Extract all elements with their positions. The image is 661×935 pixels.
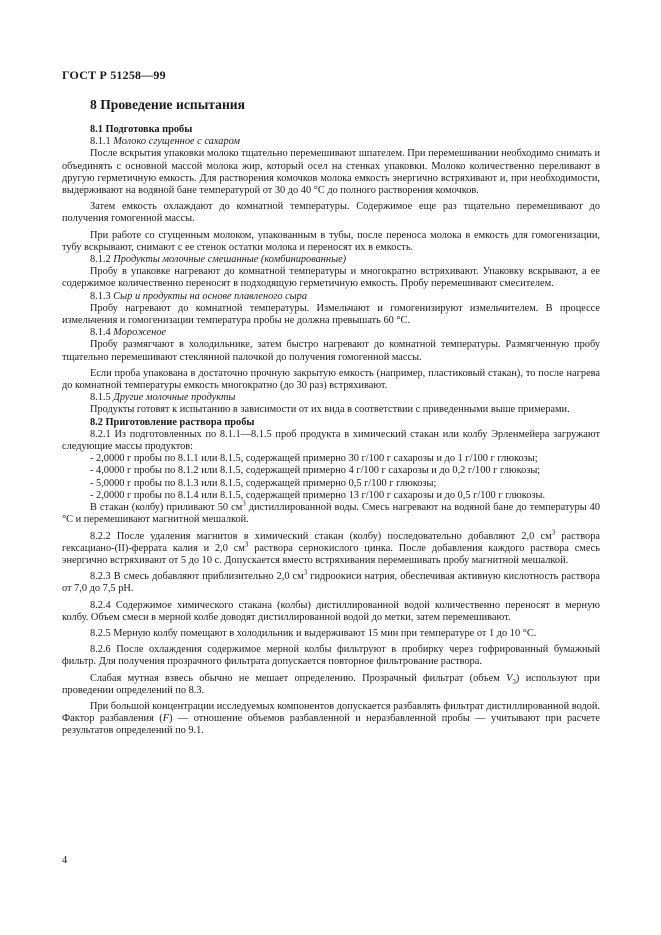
clause-number: 8.1.2 bbox=[90, 254, 111, 266]
superscript: 3 bbox=[551, 528, 556, 537]
paragraph: Продукты готовят к испытанию в зависимости от их вида в соответствии с приведенными выше примерами. bbox=[90, 404, 570, 416]
text-run: гидроокиси натрия, обеспечивая активную кислотность раствора от 7,0 до 7,5 рН. bbox=[62, 571, 600, 595]
list-item: - 2,0000 г пробы по 8.1.1 или 8.1.5, содержащей примерно 30 г/100 г сахарозы и до 1 г/100 г глюкозы; bbox=[90, 453, 538, 465]
clause-heading: Другие молочные продукты bbox=[113, 392, 236, 404]
paragraph: Затем емкость охлаждают до комнатной температуры. Содержимое еще раз тщательно перемешивают до получения гомогенной массы. bbox=[62, 201, 600, 225]
superscript: 3 bbox=[242, 499, 246, 508]
text-run: Слабая мутная взвесь обычно не мешает определению. Прозрачный фильтрат (объем bbox=[90, 672, 507, 684]
paragraph: Пробу в упаковке нагревают до комнатной температуры и многократно встряхивают. Упаковку вскрывают, а ее содержимое количественно переносят в подходящую герметичную емкость. Пробу перемешивают смесителем. bbox=[62, 266, 600, 290]
section-title: 8 Проведение испытания bbox=[90, 97, 245, 112]
text-run: В стакан (колбу) приливают 50 см bbox=[90, 502, 243, 514]
clause-heading: Сыр и продукты на основе плавленого сыра bbox=[113, 290, 308, 302]
text-run: При большой концентрации исследуемых компонентов допускается разбавлять фильтрат дистиллированной водой. Фактор разбавления ( bbox=[62, 700, 600, 725]
clause-title-8-1-2 bbox=[62, 254, 600, 266]
clause-number: 8.1.4 bbox=[90, 327, 111, 339]
list-item: - 2,0000 г пробы по 8.1.4 или 8.1.5, содержащей примерно 13 г/100 г сахарозы и до 0,5 г/100 г глюкозы. bbox=[90, 489, 546, 501]
page-number: 4 bbox=[62, 855, 68, 866]
superscript: 3 bbox=[303, 568, 308, 577]
clause-title-8-1-1 bbox=[62, 136, 600, 148]
paragraph: После вскрытия упаковки молоко тщательно перемешивают шпателем. При перемешивании необходимо снимать и объединять с основной массой молока жир, который осел на стенках упаковки. Молоко количественно переливают в другую герметичную емкость. Для растворения комочков молока емкость энергично встряхивают и, при необходимости, выдерживают на водяной бане температурой от 30 до 40 °С до полного растворения комочков. bbox=[62, 148, 600, 197]
paragraph: При работе со сгущенным молоком, упакованным в тубы, после переноса молока в емкость для гомогенизации, тубу вскрывают, снимают с ее стенок остатки молока и переносят их в емкость. bbox=[62, 229, 600, 253]
variable: V bbox=[506, 672, 513, 684]
paragraph: 8.2.6 После охлаждения содержимое мерной колбы фильтруют в пробирку через гофрированный бумажный фильтр. Для получения прозрачного фильтрата допускается повторное фильтрование раствора. bbox=[62, 644, 600, 668]
clause-title-8-1-5 bbox=[62, 392, 600, 404]
list-item: - 5,0000 г пробы по 8.1.3 или 8.1.5, содержащей примерно 0,5 г/100 г глюкозы; bbox=[90, 477, 437, 489]
clause-heading: Молоко сгущенное с сахаром bbox=[113, 136, 241, 148]
text-run: 8.2.2 После удаления магнитов в химический стакан (колбу) последовательно добавляют 2,0 см bbox=[90, 530, 552, 542]
superscript: 3 bbox=[244, 540, 249, 549]
text-run: ) используют при проведении определений по 8.3. bbox=[62, 672, 600, 696]
text-run: дистиллированной воды. Смесь нагревают на водяной бане до температуры 40 °С и перемешивают магнитной мешалкой. bbox=[62, 502, 600, 526]
clause-number: 8.1.1 bbox=[90, 136, 111, 148]
paragraph: 8.2.4 Содержимое химического стакана (колбы) дистиллированной водой количественно переносят в мерную колбу. Объем смеси в мерной колбе доводят дистиллированной водой до метки, затем перемешивают. bbox=[62, 599, 600, 623]
subscript: 3 bbox=[512, 677, 516, 686]
clause-title-8-1-3 bbox=[62, 291, 600, 303]
variable: F bbox=[162, 713, 170, 725]
clause-heading: Продукты молочные смешанные (комбинированные) bbox=[113, 254, 347, 266]
clause-title-8-1-4 bbox=[62, 327, 600, 339]
text-run: 8.2.3 В смесь добавляют приблизительно 2,0 см bbox=[90, 571, 304, 583]
paragraph: Если проба упакована в достаточно прочную закрытую емкость (например, пластиковый стакан), то после нагрева до комнатной температуры емкость многократно (до 30 раз) встряхивают. bbox=[62, 367, 600, 392]
document-body bbox=[62, 97, 600, 738]
text-run: раствора сернокислого цинка. После добавления каждого раствора смесь энергично встряхивают от 5 до 10 с. Допускается вместо встряхивания перемешивать пробу магнитной мешалкой. bbox=[62, 542, 600, 566]
paragraph bbox=[62, 568, 600, 595]
subsection-title-8-1: 8.1 Подготовка пробы bbox=[90, 124, 193, 135]
subsection-title-8-2: 8.2 Приготовление раствора пробы bbox=[90, 416, 255, 428]
list-item: - 4,0000 г пробы по 8.1.2 или 8.1.5, содержащей примерно 4 г/100 г сахарозы и до 0,2 г/100 г глюкозы; bbox=[90, 465, 541, 477]
paragraph: 8.2.5 Мерную колбу помещают в холодильник и выдерживают 15 мин при температуре от 1 до 10 °С. bbox=[90, 627, 537, 639]
paragraph bbox=[62, 701, 600, 738]
standard-code: ГОСТ Р 51258—99 bbox=[62, 68, 166, 82]
paragraph: Пробу нагревают до комнатной температуры. Измельчают и гомогенизируют измельчителем. В процессе измельчения и гомогенизации температура пробы не должна превышать 60 °С. bbox=[62, 302, 600, 327]
paragraph bbox=[62, 673, 600, 697]
paragraph: 8.2.1 Из подготовленных по 8.1.1—8.1.5 проб продукта в химический стакан или колбу Эрленмейера загружают следующие массы продуктов: bbox=[62, 428, 600, 453]
text-run: раствора гексациано-(II)-феррата калия и 2,0 см bbox=[62, 530, 600, 554]
clause-heading: Мороженое bbox=[113, 327, 166, 339]
clause-number: 8.1.5 bbox=[90, 392, 111, 404]
text-run: ) — отношение объемов разбавленной и неразбавленной пробы — учитывают при расчете результатов определений по 9.1. bbox=[62, 713, 601, 737]
paragraph bbox=[62, 528, 600, 568]
clause-number: 8.1.3 bbox=[90, 290, 111, 302]
paragraph bbox=[62, 499, 600, 526]
paragraph: Пробу размягчают в холодильнике, затем быстро нагревают до комнатной температуры. Размягченную пробу тщательно перемешивают стеклянной палочкой до получения гомогенной массы. bbox=[62, 339, 600, 363]
